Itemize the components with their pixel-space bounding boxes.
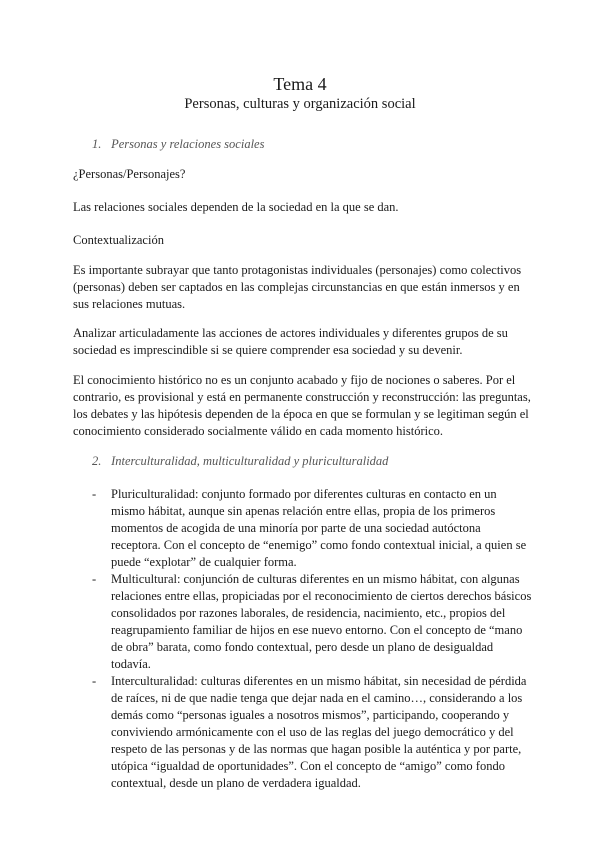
paragraph-analizar: Analizar articuladamente las acciones de actores individuales y diferentes grupos de su sociedad es imprescindible si se quiere comprender esa sociedad y su devenir. xyxy=(73,326,508,357)
context-label: Contextualización xyxy=(73,233,164,247)
culture-definitions-list xyxy=(92,486,532,792)
paragraph-relaciones: Las relaciones sociales dependen de la sociedad en la que se dan. xyxy=(73,200,399,214)
section-2-heading xyxy=(92,453,388,469)
paragraph-conocimiento: El conocimiento histórico no es un conjunto acabado y fijo de nociones o saberes. Por el contrario, es provisional y está en permanente construcción y reconstrucción: las preguntas, los debates y las hipótesis dependen de la época en que se formulan y se legitiman según el conocimiento considerado socialmente válido en cada momento histórico. xyxy=(73,373,531,438)
list-item-text: Interculturalidad: culturas diferentes en un mismo hábitat, sin necesidad de pérdida de raíces, ni de que nadie tenga que dejar nada en el camino…, considerando a los demás como “personas iguales a nosotros mismos”, participando, cooperando y conviviendo armónicamente con el uso de las reglas del juego democrático y del respeto de las personas y de las normas que hagan posible la auténtica y por parte, utópica “igualdad de oportunidades”. Con el concepto de “amigo” como fondo contextual, desde un plano de verdadera igualdad. xyxy=(111,674,527,790)
list-item-interculturalidad xyxy=(92,673,532,792)
list-dash: - xyxy=(92,572,97,586)
section-1-heading xyxy=(92,136,264,152)
document-title: Tema 4 xyxy=(273,74,327,94)
section-1-title: Personas y relaciones sociales xyxy=(111,137,265,151)
list-item-text: Pluriculturalidad: conjunto formado por diferentes culturas en contacto en un mismo hábitat, aunque sin apenas relación entre ellas, propia de los primeros momentos de acogida de una minoría por parte de una sociedad autóctona receptora. Con el concepto de “enemigo” como fondo contextual inicial, a quien se puede “explotar” de cualquier forma. xyxy=(111,487,527,569)
list-item-multicultural xyxy=(92,571,532,673)
section-1-number: 1. xyxy=(92,137,102,151)
list-dash: - xyxy=(92,674,97,688)
section-2-title: Interculturalidad, multiculturalidad y pluriculturalidad xyxy=(111,454,389,468)
question-line: ¿Personas/Personajes? xyxy=(73,167,186,181)
section-2-number: 2. xyxy=(92,454,102,468)
paragraph-protagonistas: Es importante subrayar que tanto protagonistas individuales (personajes) como colectivos (personas) deben ser captados en las complejas circunstancias en que están inmersos y en sus relaciones mutuas. xyxy=(73,263,522,311)
document-subtitle: Personas, culturas y organización social xyxy=(184,96,416,112)
list-dash: - xyxy=(92,487,97,501)
list-item-text: Multicultural: conjunción de culturas diferentes en un mismo hábitat, con algunas relaciones entre ellas, propiciadas por el reconocimiento de ciertos derechos básicos consolidados por razones laborales, de residencia, nacimiento, etc., propios del reagrupamiento familiar de hijos en ese nuevo entorno. Con el concepto de “mano de obra” barata, como fondo contextual, pero desde un plano de desigualdad todavía. xyxy=(111,572,532,671)
list-item-pluriculturalidad xyxy=(92,486,532,571)
